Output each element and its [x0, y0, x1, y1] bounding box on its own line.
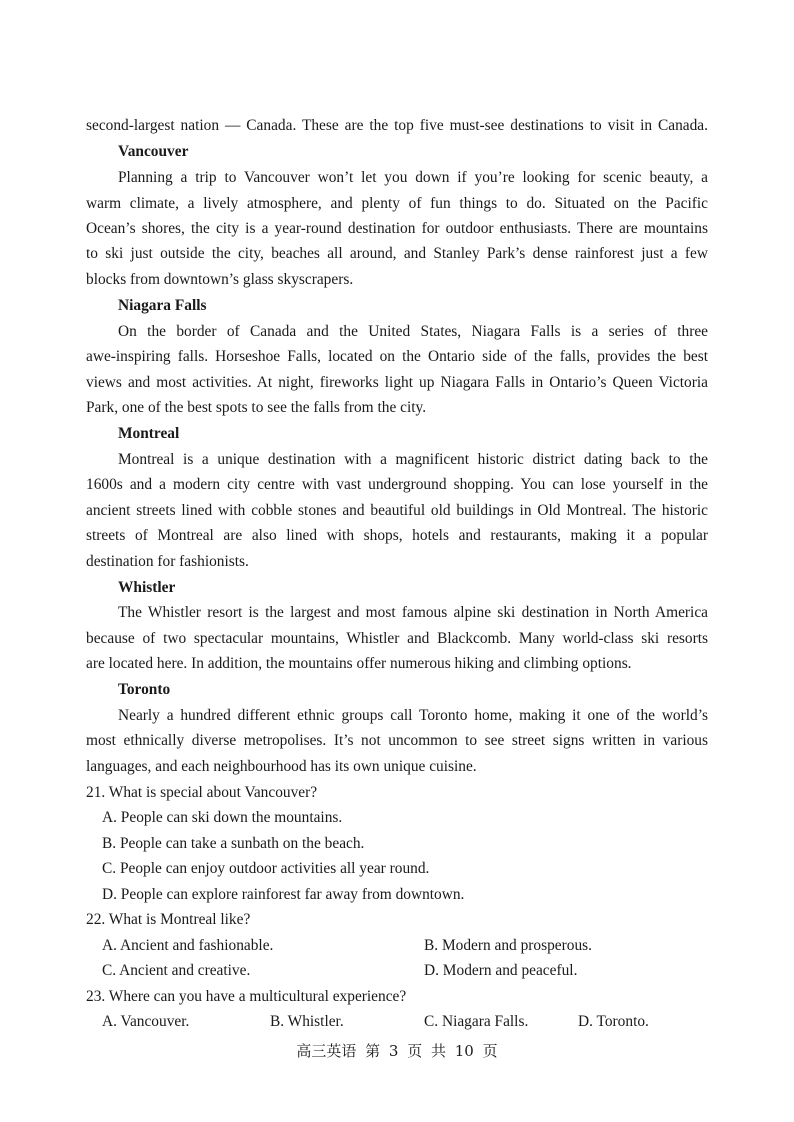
paragraph-line: Ocean’s shores, the city is a year-round destination for outdoor enthusiasts. There are mountains	[86, 220, 708, 237]
question-23-option-b: B. Whistler.	[270, 1013, 344, 1030]
paragraph-line: Planning a trip to Vancouver won’t let you down if you’re looking for scenic beauty, a	[118, 169, 708, 186]
paragraph-line: Montreal is a unique destination with a magnificent historic district dating back to the	[118, 451, 708, 468]
intro-line: second-largest nation — Canada. These are the top five must-see destinations to visit in Canada.	[86, 117, 708, 134]
question-21-stem: 21. What is special about Vancouver?	[86, 784, 318, 801]
paragraph-line: blocks from downtown’s glass skyscrapers.	[86, 271, 354, 288]
question-21-option-d: D. People can explore rainforest far away from downtown.	[102, 886, 465, 903]
section-heading-niagara: Niagara Falls	[118, 297, 207, 314]
question-23-stem: 23. Where can you have a multicultural experience?	[86, 988, 407, 1005]
question-23-option-d: D. Toronto.	[578, 1013, 649, 1030]
paragraph-line: ancient streets lined with cobble stones and beautiful old buildings in Old Montreal. The historic	[86, 502, 708, 519]
question-22-option-b: B. Modern and prosperous.	[424, 937, 592, 954]
question-21-option-a: A. People can ski down the mountains.	[102, 809, 343, 826]
section-heading-montreal: Montreal	[118, 425, 180, 442]
question-23-option-a: A. Vancouver.	[102, 1013, 190, 1030]
paragraph-line: Park, one of the best spots to see the falls from the city.	[86, 399, 427, 416]
paragraph-line: views and most activities. At night, fireworks light up Niagara Falls in Ontario’s Queen Victoria	[86, 374, 708, 391]
paragraph-line: streets of Montreal are also lined with shops, hotels and restaurants, making it a popular	[86, 527, 708, 544]
page-footer: 高三英语 第 3 页 共 10 页	[296, 1042, 498, 1060]
section-heading-toronto: Toronto	[118, 681, 171, 698]
question-23-option-c: C. Niagara Falls.	[424, 1013, 529, 1030]
section-heading-vancouver: Vancouver	[118, 143, 189, 160]
paragraph-line: Nearly a hundred different ethnic groups call Toronto home, making it one of the world’s	[118, 707, 708, 724]
question-22-option-d: D. Modern and peaceful.	[424, 962, 578, 979]
paragraph-line: to ski just outside the city, beaches all around, and Stanley Park’s dense rainforest just a few	[86, 245, 708, 262]
paragraph-line: awe-inspiring falls. Horseshoe Falls, located on the Ontario side of the falls, provides the best	[86, 348, 708, 365]
paragraph-line: because of two spectacular mountains, Whistler and Blackcomb. Many world-class ski resorts	[86, 630, 708, 647]
paragraph-line: languages, and each neighbourhood has its own unique cuisine.	[86, 758, 477, 775]
paragraph-line: warm climate, a lively atmosphere, and plenty of fun things to do. Situated on the Pacific	[86, 195, 708, 212]
question-21-option-c: C. People can enjoy outdoor activities all year round.	[102, 860, 430, 877]
question-21-option-b: B. People can take a sunbath on the beach.	[102, 835, 365, 852]
question-22-option-a: A. Ancient and fashionable.	[102, 937, 274, 954]
paragraph-line: 1600s and a modern city centre with vast underground shopping. You can lose yourself in the	[86, 476, 708, 493]
paragraph-line: The Whistler resort is the largest and most famous alpine ski destination in North America	[118, 604, 708, 621]
question-22-option-c: C. Ancient and creative.	[102, 962, 251, 979]
question-22-stem: 22. What is Montreal like?	[86, 911, 251, 928]
paragraph-line: are located here. In addition, the mountains offer numerous hiking and climbing options.	[86, 655, 632, 672]
section-heading-whistler: Whistler	[118, 579, 176, 596]
paragraph-line: destination for fashionists.	[86, 553, 249, 570]
paragraph-line: On the border of Canada and the United States, Niagara Falls is a series of three	[118, 323, 708, 340]
paragraph-line: most ethnically diverse metropolises. It’s not uncommon to see street signs written in various	[86, 732, 708, 749]
